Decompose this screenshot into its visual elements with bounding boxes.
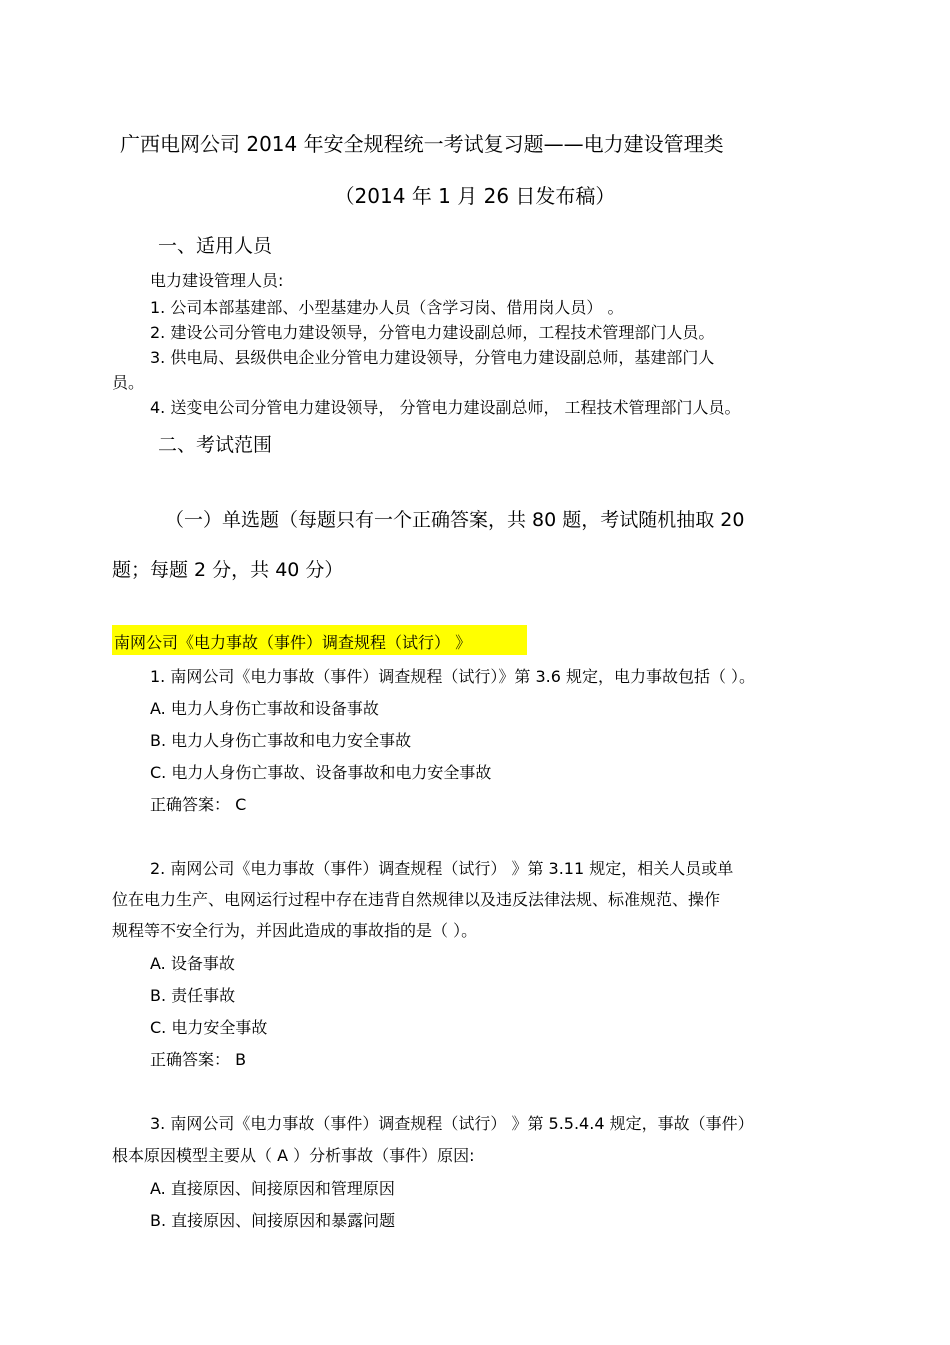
section-heading-exam-scope: 二、考试范围 [158,434,273,456]
personnel-item-2: 2. 建设公司分管电力建设领导，分管电力建设副总师，工程技术管理部门人员。 [150,323,715,342]
question-2-text-line-3: 规程等不安全行为，并因此造成的事故指的是（ ）。 [112,921,478,940]
personnel-item-4: 4. 送变电公司分管电力建设领导， 分管电力建设副总师， 工程技术管理部门人员。 [150,398,741,417]
question-1-answer: 正确答案： C [150,795,247,814]
question-3-option-b: B. 直接原因、间接原因和暴露问题 [150,1211,396,1230]
question-2-option-c: C. 电力安全事故 [150,1018,268,1037]
question-1-text: 1. 南网公司《电力事故（事件）调查规程（试行）》第 3.6 规定，电力事故包括（ ）。 [150,667,756,686]
document-title: 广西电网公司 2014 年安全规程统一考试复习题——电力建设管理类 [120,132,724,156]
document-subtitle: （2014 年 1 月 26 日发布稿） [334,184,616,208]
question-2-answer: 正确答案： B [150,1050,247,1069]
single-choice-line-1: （一）单选题（每题只有一个正确答案，共 80 题，考试随机抽取 20 [165,509,745,531]
question-2-option-a: A. 设备事故 [150,954,235,973]
question-1-option-b: B. 电力人身伤亡事故和电力安全事故 [150,731,412,750]
highlighted-regulation-title [112,625,527,655]
question-3-text-line-1: 3. 南网公司《电力事故（事件）调查规程（试行） 》第 5.5.4.4 规定，事故（事件） [150,1114,754,1133]
single-choice-line-2: 题；每题 2 分，共 40 分） [112,559,344,581]
question-3-option-a: A. 直接原因、间接原因和管理原因 [150,1179,395,1198]
question-1-option-a: A. 电力人身伤亡事故和设备事故 [150,699,379,718]
question-3-text-line-2: 根本原因模型主要从（ A ）分析事故（事件）原因: [112,1146,475,1165]
personnel-intro: 电力建设管理人员: [150,271,284,290]
question-2-text-line-1: 2. 南网公司《电力事故（事件）调查规程（试行） 》第 3.11 规定，相关人员或单 [150,859,734,878]
personnel-item-3: 3. 供电局、县级供电企业分管电力建设领导，分管电力建设副总师，基建部门人 [150,348,715,367]
question-2-option-b: B. 责任事故 [150,986,236,1005]
section-heading-applicable-personnel: 一、适用人员 [158,235,273,257]
highlight-text: 南网公司《电力事故（事件）调查规程（试行） 》 [114,633,472,652]
question-2-text-line-2: 位在电力生产、电网运行过程中存在违背自然规律以及违反法律法规、标准规范、操作 [112,890,721,909]
personnel-item-3-cont: 员。 [112,373,145,392]
question-1-option-c: C. 电力人身伤亡事故、设备事故和电力安全事故 [150,763,492,782]
personnel-item-1: 1. 公司本部基建部、小型基建办人员（含学习岗、借用岗人员） 。 [150,298,624,317]
